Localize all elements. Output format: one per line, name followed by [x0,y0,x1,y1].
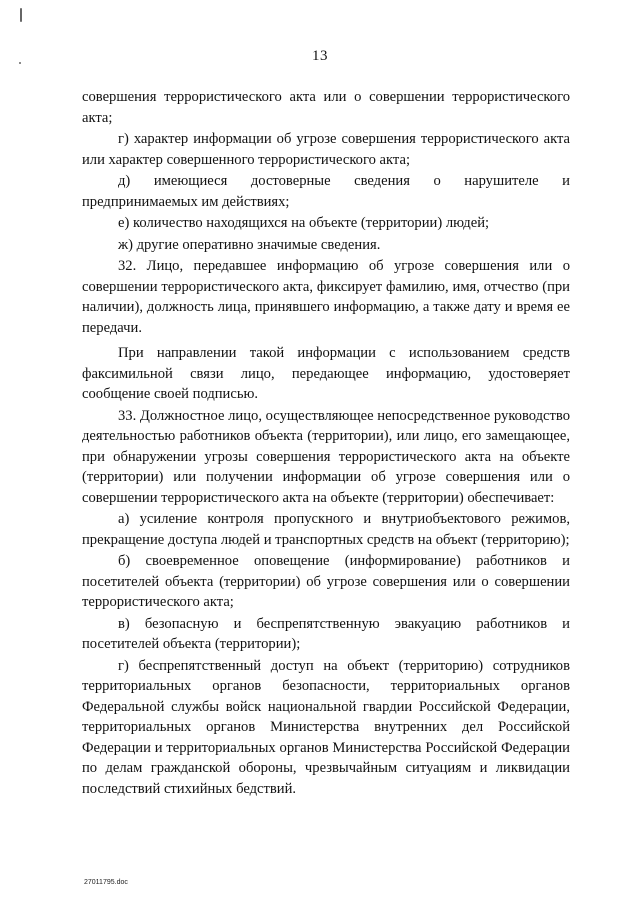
clause-32-note: При направлении такой информации с использованием средств факсимильной связи лицо, передающее информацию, удостоверяет сообщение своей подписью. [82,345,570,402]
list-item-zh: ж) другие оперативно значимые сведения. [118,236,381,253]
page-number: 13 [312,48,328,64]
document-code: 27011795.doc [84,879,128,886]
list-item-a: а) усиление контроля пропускного и внутриобъектового режимов, прекращение доступа людей и транспортных средств на объект (территорию); [82,511,570,548]
paragraph-continuation: совершения террористического акта или о совершении террористического акта; [82,89,570,126]
list-item-v: в) безопасную и беспрепятственную эвакуацию работников и посетителей объекта (территории); [82,615,570,652]
list-item-e: е) количество находящихся на объекте (территории) людей; [118,215,490,231]
list-item-g2: г) беспрепятственный доступ на объект (территорию) сотрудников территориальных органов безопасности, территориальных органов Федеральной службы войск национальной гвардии Российской Федерации, территориальных органов Министерства внутренних дел Российской Федерации и территориальных органов Министерства Российской Федерации по делам гражданской обороны, чрезвычайным ситуациям и ликвидации последствий стихийных бедствий. [82,657,570,797]
clause-33: 33. Должностное лицо, осуществляющее непосредственное руководство деятельностью работников объекта (территории), или лицо, его замещающее, при обнаружении угрозы совершения террористического акта на объекте (территории) или получении информации об угрозе совершения или о совершении террористического акта на объекте (территории) обеспечивает: [82,407,570,506]
clause-32: 32. Лицо, передавшее информацию об угрозе совершения или о совершении террористического акта, фиксирует фамилию, имя, отчество (при наличии), должность лица, принявшего информацию, а также дату и время ее передачи. [82,258,570,336]
document-body [82,87,570,799]
list-item-b: б) своевременное оповещение (информирование) работников и посетителей объекта (территории) об угрозе совершения или о совершении террористического акта; [82,553,570,610]
list-item-d: д) имеющиеся достоверные сведения о нарушителе и предпринимаемых им действиях; [82,173,570,210]
list-item-g: г) характер информации об угрозе совершения террористического акта или характер совершенного террористического акта; [82,131,570,168]
scan-mark [20,8,22,22]
